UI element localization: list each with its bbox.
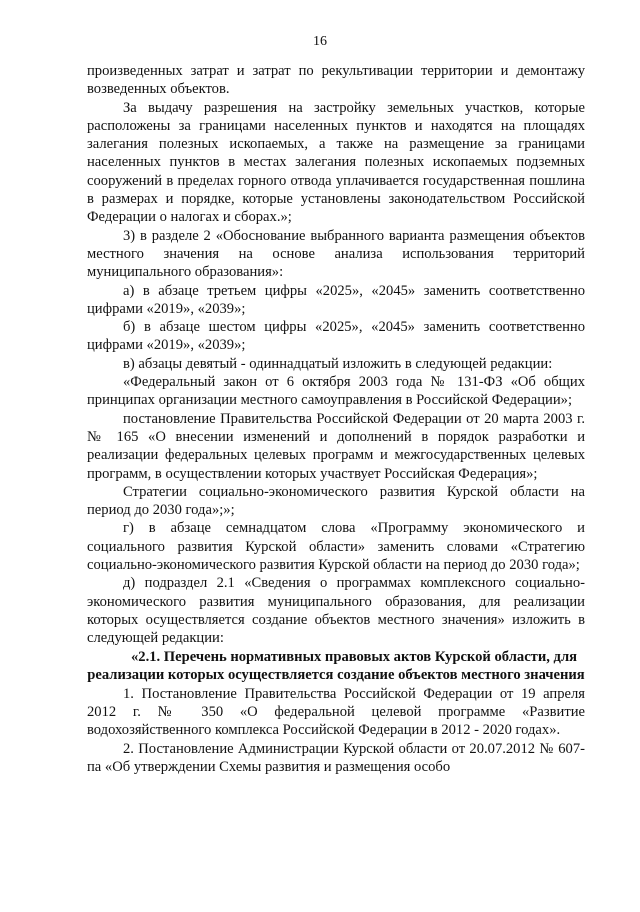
paragraph: Стратегии социально-экономического развития Курской области на период до 2030 года»;»;	[87, 483, 585, 519]
list-item: 1. Постановление Правительства Российской Федерации от 19 апреля 2012 г. № 350 «О федеральной целевой программе «Развитие водохозяйственного комплекса Российской Федерации в 2012 - 2020 годах».	[87, 685, 585, 739]
paragraph: 3) в разделе 2 «Обоснование выбранного варианта размещения объектов местного значения на основе анализа использования территорий муниципального образования»:	[87, 227, 585, 281]
list-item: 2. Постановление Администрации Курской области от 20.07.2012 № 607-па «Об утверждении Схемы развития и размещения особо	[87, 740, 585, 775]
paragraph: д) подраздел 2.1 «Сведения о программах комплексного социально-экономического развития муниципального образования, для реализации которых осуществляется создание объектов местного значения» изложить в следующей редакции:	[87, 575, 585, 647]
paragraph: в) абзацы девятый - одиннадцатый изложить в следующей редакции:	[123, 355, 553, 372]
paragraph: За выдачу разрешения на застройку земельных участков, которые расположены за границами населенных пунктов и находятся на площадях залегания полезных ископаемых, а также на размещение за границами населенных пунктов в местах залегания полезных ископаемых подземных сооружений в пределах горного отвода уплачивается государственная пошлина в размерах и порядке, которые установлены законодательством Российской Федерации о налогах и сборах.»;	[87, 99, 585, 226]
paragraph: а) в абзаце третьем цифры «2025», «2045» заменить соответственно цифрами «2019», «2039»;	[87, 282, 585, 317]
paragraph: г) в абзаце семнадцатом слова «Программу экономического и социального развития Курской области» заменить словами «Стратегию социально-экономического развития Курской области на период до 2030 года»;	[87, 520, 585, 574]
document-body	[87, 62, 585, 776]
paragraph: постановление Правительства Российской Федерации от 20 марта 2003 г. № 165 «О внесении изменений и дополнений в порядок разработки и реализации федеральных целевых программ и межгосударственных целевых программ, в осуществлении которых участвует Российская Федерация»;	[87, 410, 585, 482]
section-heading: «2.1. Перечень нормативных правовых актов Курской области, для реализации которых осуществляется создание объектов местного значения	[87, 648, 585, 684]
paragraph: произведенных затрат и затрат по рекультивации территории и демонтажу возведенных объектов.	[87, 63, 585, 98]
paragraph: «Федеральный закон от 6 октября 2003 года № 131-ФЗ «Об общих принципах организации местного самоуправления в Российской Федерации»;	[87, 374, 585, 409]
page-number: 16	[313, 34, 327, 49]
paragraph: б) в абзаце шестом цифры «2025», «2045» заменить соответственно цифрами «2019», «2039»;	[87, 319, 585, 354]
